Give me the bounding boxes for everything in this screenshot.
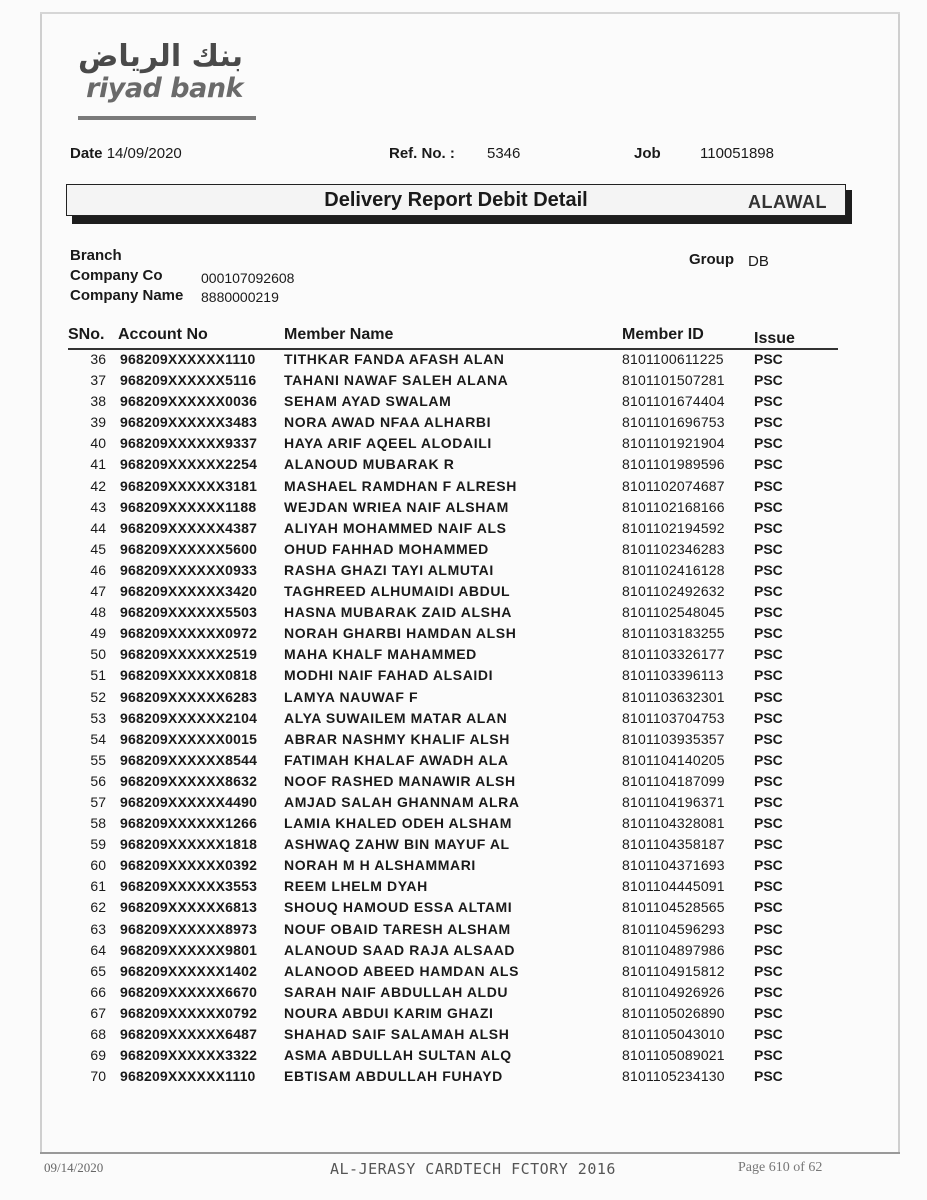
row-sno: 57	[90, 793, 106, 810]
footer-print-date: 09/14/2020	[44, 1160, 104, 1175]
row-member-name: ALANOUD MUBARAK R	[284, 456, 455, 473]
row-issue: PSC	[754, 498, 783, 515]
row-issue: PSC	[754, 372, 783, 389]
row-account-no: 968209XXXXXX1818	[120, 836, 258, 853]
row-issue: PSC	[754, 1068, 783, 1085]
row-issue: PSC	[754, 983, 783, 1000]
bank-name-arabic: بنك الرياض	[78, 39, 243, 74]
row-member-name: TAGHREED ALHUMAIDI ABDUL	[284, 583, 511, 600]
job-label-text: Job	[634, 145, 661, 162]
row-member-name: ALANOOD ABEED HAMDAN ALS	[284, 962, 520, 979]
footer-page-number: Page 610 of 62	[738, 1160, 823, 1175]
table-row	[0, 750, 927, 771]
row-member-name: NOUF OBAID TARESH ALSHAM	[284, 920, 511, 937]
table-row	[0, 623, 927, 644]
row-account-no: 968209XXXXXX8544	[120, 751, 258, 768]
table-row	[0, 876, 927, 897]
row-member-name: HASNA MUBARAK ZAID ALSHA	[284, 604, 513, 621]
row-account-no: 968209XXXXXX1110	[120, 1068, 256, 1085]
col-header-member-id: Member ID	[622, 326, 704, 343]
row-account-no: 968209XXXXXX9337	[120, 435, 258, 452]
row-member-name: ASHWAQ ZAHW BIN MAYUF AL	[284, 836, 510, 853]
company-name-label: Company Name	[70, 287, 184, 304]
row-member-name: FATIMAH KHALAF AWADH ALA	[284, 751, 509, 768]
report-title: Delivery Report Debit Detail	[324, 189, 588, 211]
row-sno: 53	[90, 709, 106, 726]
row-issue: PSC	[754, 836, 783, 853]
row-account-no: 968209XXXXXX3483	[120, 414, 258, 431]
row-sno: 47	[90, 583, 106, 600]
row-account-no: 968209XXXXXX6283	[120, 688, 258, 705]
row-account-no: 968209XXXXXX3553	[120, 878, 258, 895]
row-member-id: 8101101696753	[622, 414, 725, 431]
row-sno: 36	[90, 351, 106, 367]
row-member-id: 8101104371693	[622, 857, 725, 874]
logo-underline	[78, 116, 256, 120]
table-row	[0, 792, 927, 813]
row-member-name: REEM LHELM DYAH	[284, 878, 428, 895]
row-member-name: OHUD FAHHAD MOHAMMED	[284, 540, 489, 557]
row-member-name: NOOF RASHED MANAWIR ALSH	[284, 772, 516, 789]
row-member-id: 8101103326177	[622, 646, 725, 663]
table-row	[0, 1045, 927, 1066]
row-member-name: SEHAM AYAD SWALAM	[284, 393, 452, 410]
col-header-member-name: Member Name	[284, 326, 394, 343]
company-code-label: Company Co	[70, 267, 163, 284]
row-sno: 45	[90, 540, 106, 557]
ref-label: Ref. No. :	[389, 145, 455, 162]
row-issue: PSC	[754, 815, 783, 832]
row-sno: 39	[90, 414, 106, 431]
report-tag: ALAWAL	[748, 192, 827, 212]
row-member-id: 8101101507281	[622, 372, 725, 389]
group-label: Group	[689, 251, 734, 268]
row-account-no: 968209XXXXXX0036	[120, 393, 258, 410]
table-row	[0, 1003, 927, 1024]
row-member-name: RASHA GHAZI TAYI ALMUTAI	[284, 561, 494, 578]
row-member-name: AMJAD SALAH GHANNAM ALRA	[284, 793, 520, 810]
row-member-id: 8101105043010	[622, 1026, 725, 1042]
row-sno: 63	[90, 920, 106, 937]
row-member-id: 8101104187099	[622, 772, 725, 789]
row-account-no: 968209XXXXXX5600	[120, 540, 258, 557]
table-row	[0, 855, 927, 876]
row-member-id: 8101102548045	[622, 604, 725, 621]
row-member-id: 8101102492632	[622, 583, 725, 600]
table-row	[0, 687, 927, 708]
row-member-id: 8101104915812	[622, 962, 725, 979]
row-account-no: 968209XXXXXX1266	[120, 815, 258, 832]
row-issue: PSC	[754, 435, 783, 452]
row-account-no: 968209XXXXXX2519	[120, 646, 258, 663]
row-member-id: 8101101989596	[622, 456, 725, 473]
row-sno: 68	[90, 1026, 106, 1042]
row-member-id: 8101104140205	[622, 751, 725, 768]
table-row	[0, 370, 927, 391]
row-issue: PSC	[754, 1047, 783, 1064]
table-row	[0, 897, 927, 918]
row-issue: PSC	[754, 414, 783, 431]
row-member-name: ASMA ABDULLAH SULTAN ALQ	[284, 1047, 512, 1064]
row-account-no: 968209XXXXXX6487	[120, 1026, 258, 1042]
row-sno: 70	[90, 1068, 106, 1085]
branch-label: Branch	[70, 247, 122, 264]
date-value: 14/09/2020	[106, 145, 182, 162]
row-member-id: 8101103183255	[622, 625, 725, 642]
row-member-id: 8101102194592	[622, 519, 725, 536]
row-member-id: 8101104358187	[622, 836, 725, 853]
row-sno: 41	[90, 456, 106, 473]
page-edge-top	[40, 12, 900, 14]
row-sno: 48	[90, 604, 106, 621]
row-sno: 52	[90, 688, 106, 705]
row-sno: 49	[90, 625, 106, 642]
row-account-no: 968209XXXXXX9801	[120, 941, 258, 958]
row-member-name: NORAH M H ALSHAMMARI	[284, 857, 476, 874]
row-member-name: NORAH GHARBI HAMDAN ALSH	[284, 625, 517, 642]
table-row	[0, 644, 927, 665]
row-member-name: SHOUQ HAMOUD ESSA ALTAMI	[284, 899, 513, 916]
row-account-no: 968209XXXXXX1110	[120, 351, 256, 367]
row-sno: 67	[90, 1004, 106, 1021]
row-member-name: ALIYAH MOHAMMED NAIF ALS	[284, 519, 507, 536]
row-account-no: 968209XXXXXX0792	[120, 1004, 258, 1021]
row-member-name: LAMIA KHALED ODEH ALSHAM	[284, 815, 513, 832]
row-sno: 56	[90, 772, 106, 789]
row-sno: 58	[90, 815, 106, 832]
row-account-no: 968209XXXXXX8973	[120, 920, 258, 937]
row-issue: PSC	[754, 709, 783, 726]
company-name-value: 8880000219	[201, 289, 279, 305]
row-sno: 61	[90, 878, 106, 895]
row-member-id: 8101104596293	[622, 920, 725, 937]
row-member-id: 8101102346283	[622, 540, 725, 557]
row-account-no: 968209XXXXXX5116	[120, 372, 257, 389]
delivery-table-body	[0, 349, 927, 1087]
job-label	[634, 144, 661, 164]
row-sno: 66	[90, 983, 106, 1000]
row-issue: PSC	[754, 393, 783, 410]
row-account-no: 968209XXXXXX2104	[120, 709, 258, 726]
row-member-name: EBTISAM ABDULLAH FUHAYD	[284, 1068, 503, 1085]
row-member-id: 8101104328081	[622, 815, 725, 832]
col-header-issue: Issue	[754, 330, 795, 347]
row-member-id: 8101102416128	[622, 561, 725, 578]
row-issue: PSC	[754, 646, 783, 663]
row-issue: PSC	[754, 477, 783, 494]
row-account-no: 968209XXXXXX6670	[120, 983, 258, 1000]
row-issue: PSC	[754, 878, 783, 895]
row-member-name: SHAHAD SAIF SALAMAH ALSH	[284, 1026, 510, 1042]
col-header-account: Account No	[118, 326, 208, 343]
row-sno: 69	[90, 1047, 106, 1064]
row-member-name: NORA AWAD NFAA ALHARBI	[284, 414, 492, 431]
table-row	[0, 982, 927, 1003]
row-member-name: ABRAR NASHMY KHALIF ALSH	[284, 730, 510, 747]
table-row	[0, 412, 927, 433]
report-title-box	[66, 184, 846, 216]
row-member-id: 8101104897986	[622, 941, 725, 958]
row-member-id: 8101105026890	[622, 1004, 725, 1021]
table-row	[0, 1024, 927, 1045]
ref-field	[389, 144, 455, 164]
row-sno: 46	[90, 561, 106, 578]
row-account-no: 968209XXXXXX1402	[120, 962, 258, 979]
row-member-name: SARAH NAIF ABDULLAH ALDU	[284, 983, 509, 1000]
row-sno: 59	[90, 836, 106, 853]
table-row	[0, 581, 927, 602]
row-member-id: 8101103396113	[622, 667, 724, 684]
ref-value: 5346	[487, 145, 521, 162]
row-sno: 38	[90, 393, 106, 410]
row-member-name: TITHKAR FANDA AFASH ALAN	[284, 351, 505, 367]
table-row	[0, 940, 927, 961]
date-label: Date	[70, 145, 103, 162]
row-sno: 62	[90, 899, 106, 916]
row-member-name: MASHAEL RAMDHAN F ALRESH	[284, 477, 517, 494]
row-member-id: 8101102168166	[622, 498, 725, 515]
job-value: 110051898	[700, 145, 774, 162]
row-sno: 64	[90, 941, 106, 958]
row-issue: PSC	[754, 751, 783, 768]
row-account-no: 968209XXXXXX1188	[120, 498, 257, 515]
row-account-no: 968209XXXXXX2254	[120, 456, 258, 473]
bank-logo	[78, 40, 258, 120]
row-account-no: 968209XXXXXX0972	[120, 625, 258, 642]
row-account-no: 968209XXXXXX3420	[120, 583, 258, 600]
table-row	[0, 813, 927, 834]
row-sno: 44	[90, 519, 106, 536]
row-member-name: ALANOUD SAAD RAJA ALSAAD	[284, 941, 516, 958]
row-sno: 40	[90, 435, 106, 452]
date-field	[70, 144, 182, 164]
row-sno: 60	[90, 857, 106, 874]
row-issue: PSC	[754, 625, 783, 642]
row-issue: PSC	[754, 772, 783, 789]
row-sno: 43	[90, 498, 106, 515]
row-account-no: 968209XXXXXX0392	[120, 857, 258, 874]
row-issue: PSC	[754, 583, 783, 600]
row-member-id: 8101103935357	[622, 730, 725, 747]
row-member-id: 8101103704753	[622, 709, 725, 726]
row-account-no: 968209XXXXXX0933	[120, 561, 258, 578]
row-issue: PSC	[754, 920, 783, 937]
row-issue: PSC	[754, 793, 783, 810]
row-account-no: 968209XXXXXX0818	[120, 667, 258, 684]
table-row	[0, 518, 927, 539]
row-member-name: HAYA ARIF AQEEL ALODAILI	[284, 435, 492, 452]
row-account-no: 968209XXXXXX8632	[120, 772, 258, 789]
col-header-sno: SNo.	[68, 326, 105, 343]
row-sno: 55	[90, 751, 106, 768]
row-member-id: 8101102074687	[622, 477, 725, 494]
row-issue: PSC	[754, 604, 783, 621]
row-member-name: NOURA ABDUI KARIM GHAZI	[284, 1004, 494, 1021]
row-member-id: 8101100611225	[622, 351, 724, 367]
row-issue: PSC	[754, 561, 783, 578]
table-row	[0, 560, 927, 581]
row-member-id: 8101104196371	[622, 793, 725, 810]
row-member-id: 8101104445091	[622, 878, 725, 895]
table-row	[0, 1066, 927, 1087]
row-member-id: 8101101921904	[622, 435, 725, 452]
row-member-id: 8101105089021	[622, 1047, 725, 1064]
bank-name-english: riyad bank	[86, 73, 243, 104]
row-account-no: 968209XXXXXX3322	[120, 1047, 258, 1064]
row-issue: PSC	[754, 688, 783, 705]
table-row	[0, 729, 927, 750]
table-row	[0, 349, 927, 370]
row-issue: PSC	[754, 456, 783, 473]
table-row	[0, 961, 927, 982]
footer-rule	[40, 1152, 900, 1154]
row-account-no: 968209XXXXXX4490	[120, 793, 258, 810]
row-issue: PSC	[754, 540, 783, 557]
footer-factory: AL-JERASY CARDTECH FCTORY 2016	[330, 1160, 616, 1178]
row-sno: 50	[90, 646, 106, 663]
row-member-name: MODHI NAIF FAHAD ALSAIDI	[284, 667, 494, 684]
row-member-id: 8101101674404	[622, 393, 725, 410]
row-issue: PSC	[754, 1004, 783, 1021]
row-issue: PSC	[754, 730, 783, 747]
row-issue: PSC	[754, 899, 783, 916]
row-account-no: 968209XXXXXX5503	[120, 604, 258, 621]
row-member-name: TAHANI NAWAF SALEH ALANA	[284, 372, 509, 389]
group-value: DB	[748, 253, 769, 270]
row-member-id: 8101103632301	[622, 688, 725, 705]
row-member-id: 8101104926926	[622, 983, 725, 1000]
row-sno: 51	[90, 667, 106, 684]
table-row	[0, 497, 927, 518]
table-row	[0, 834, 927, 855]
row-issue: PSC	[754, 962, 783, 979]
row-member-id: 8101104528565	[622, 899, 725, 916]
table-row	[0, 539, 927, 560]
row-member-name: WEJDAN WRIEA NAIF ALSHAM	[284, 498, 509, 515]
row-account-no: 968209XXXXXX6813	[120, 899, 258, 916]
table-row	[0, 476, 927, 497]
row-account-no: 968209XXXXXX3181	[120, 477, 258, 494]
row-issue: PSC	[754, 1026, 783, 1042]
table-row	[0, 433, 927, 454]
row-member-id: 8101105234130	[622, 1068, 725, 1085]
table-row	[0, 919, 927, 940]
table-row	[0, 391, 927, 412]
row-member-name: ALYA SUWAILEM MATAR ALAN	[284, 709, 508, 726]
table-row	[0, 454, 927, 475]
row-issue: PSC	[754, 351, 783, 367]
row-sno: 54	[90, 730, 106, 747]
company-code-value: 000107092608	[201, 270, 295, 286]
row-account-no: 968209XXXXXX0015	[120, 730, 258, 747]
row-sno: 65	[90, 962, 106, 979]
row-issue: PSC	[754, 857, 783, 874]
row-member-name: LAMYA NAUWAF F	[284, 688, 419, 705]
row-account-no: 968209XXXXXX4387	[120, 519, 258, 536]
row-sno: 42	[90, 477, 106, 494]
table-row	[0, 708, 927, 729]
table-row	[0, 771, 927, 792]
row-issue: PSC	[754, 941, 783, 958]
table-row	[0, 665, 927, 686]
row-issue: PSC	[754, 667, 783, 684]
table-row	[0, 602, 927, 623]
row-sno: 37	[90, 372, 106, 389]
row-member-name: MAHA KHALF MAHAMMED	[284, 646, 477, 663]
row-issue: PSC	[754, 519, 783, 536]
